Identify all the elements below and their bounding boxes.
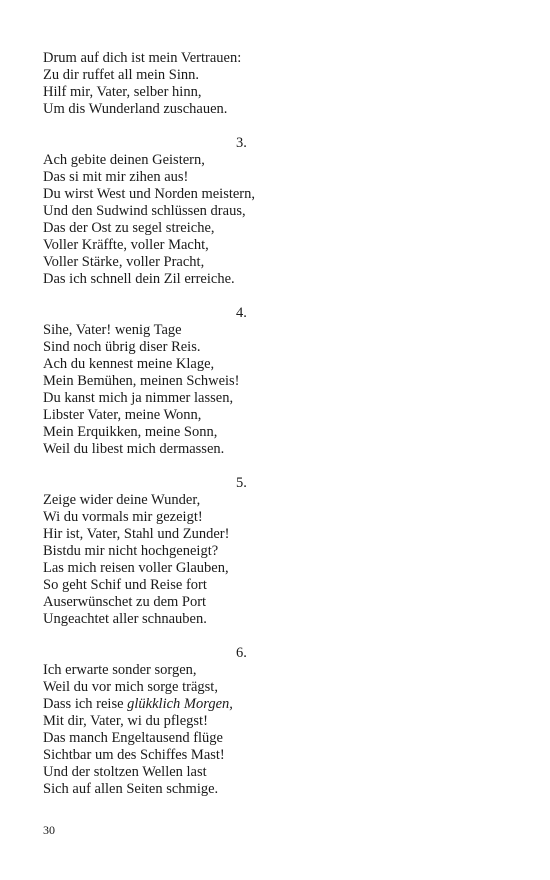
italic-fragment: glükklich Morgen, (127, 696, 233, 712)
verse-line: Drum auf dich ist mein Vertrauen: (43, 50, 242, 66)
verse-line: Und den Sudwind schlüssen draus, (43, 203, 246, 219)
verse-line: Libster Vater, meine Wonn, (43, 407, 202, 423)
verse-line: Las mich reisen voller Glauben, (43, 560, 229, 576)
verse-line: Ach du kennest meine Klage, (43, 356, 215, 372)
verse-line: Zeige wider deine Wunder, (43, 492, 201, 508)
verse-line: Sich auf allen Seiten schmige. (43, 781, 219, 797)
verse-line: Und der stoltzen Wellen last (43, 764, 207, 780)
verse-line: Auserwünschet zu dem Port (43, 594, 207, 610)
verse-line: Das manch Engeltausend flüge (43, 730, 223, 746)
stanza-number: 3. (236, 135, 247, 151)
verse-line: Voller Kräffte, voller Macht, (43, 237, 209, 253)
verse-line: Ungeachtet aller schnauben. (43, 611, 207, 627)
stanza-number: 4. (236, 305, 247, 321)
page-number: 30 (43, 823, 55, 837)
verse-line: Wi du vormals mir gezeigt! (43, 509, 203, 525)
verse-line: Bistdu mir nicht hochgeneigt? (43, 543, 219, 559)
verse-line: Das si mit mir zihen aus! (43, 169, 189, 185)
verse-line: Du wirst West und Norden meistern, (43, 186, 256, 202)
stanza-2-continuation (43, 50, 503, 118)
verse-line: So geht Schif und Reise fort (43, 577, 207, 593)
verse-line: Zu dir ruffet all mein Sinn. (43, 67, 199, 83)
stanza-number: 5. (236, 475, 247, 491)
stanza-4 (43, 305, 503, 458)
verse-line: Hir ist, Vater, Stahl und Zunder! (43, 526, 230, 542)
verse-line: Um dis Wunderland zuschauen. (43, 101, 228, 117)
verse-line: Weil du libest mich dermassen. (43, 441, 225, 457)
stanza-5 (43, 475, 503, 628)
verse-line: Ich erwarte sonder sorgen, (43, 662, 197, 678)
poem-page (43, 50, 503, 798)
verse-line: Mit dir, Vater, wi du pflegst! (43, 713, 208, 729)
verse-line: Sind noch übrig diser Reis. (43, 339, 201, 355)
verse-line: Das der Ost zu segel streiche, (43, 220, 215, 236)
verse-line: Mein Erquikken, meine Sonn, (43, 424, 218, 440)
verse-line: Hilf mir, Vater, selber hinn, (43, 84, 202, 100)
verse-line: Mein Bemühen, meinen Schweis! (43, 373, 240, 389)
stanza-number: 6. (236, 645, 247, 661)
verse-line: Weil du vor mich sorge trägst, (43, 679, 218, 695)
verse-line: Sihe, Vater! wenig Tage (43, 322, 182, 338)
verse-line-text: Dass ich reise (43, 696, 128, 712)
verse-line: Ach gebite deinen Geistern, (43, 152, 205, 168)
verse-line: Sichtbar um des Schiffes Mast! (43, 747, 225, 763)
stanza-3 (43, 135, 503, 288)
verse-line: Voller Stärke, voller Pracht, (43, 254, 205, 270)
verse-line: Du kanst mich ja nimmer lassen, (43, 390, 234, 406)
stanza-6 (43, 645, 503, 798)
verse-line: Das ich schnell dein Zil erreiche. (43, 271, 235, 287)
verse-line-with-italic (43, 696, 503, 713)
